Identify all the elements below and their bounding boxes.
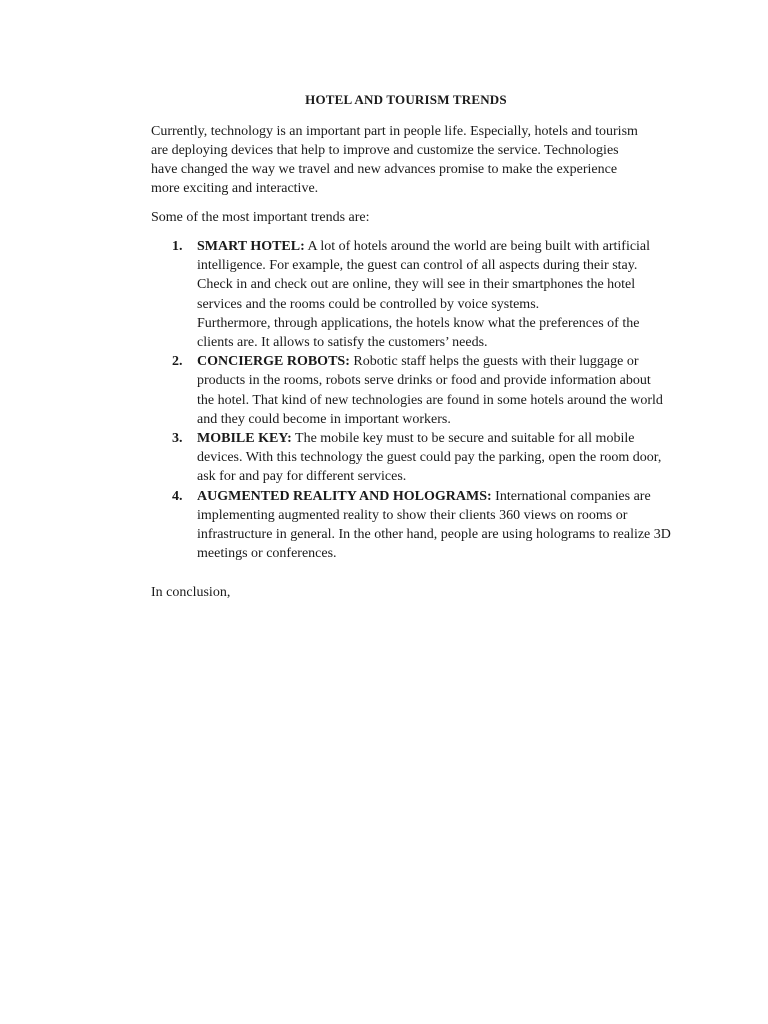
trend-text: A lot of hotels around the world are being built with artificial intelligence. For example, the guest can control of all aspects during their stay. Check in and check out are online, they will see in their smartphones the hotel services and the rooms could be controlled by voice systems. xyxy=(197,239,651,312)
trend-term: CONCIERGE ROBOTS: xyxy=(197,354,350,370)
trend-term: AUGMENTED REALITY AND HOLOGRAMS: xyxy=(197,488,492,504)
trend-extra-text: Furthermore, through applications, the hotels know what the preferences of the clients are. It allows to satisfy the customers’ needs. xyxy=(197,315,640,351)
trend-text: Robotic staff helps the guests with their luggage or products in the rooms, robots serve drinks or food and provide information about the hotel. That kind of new technologies are found in some hotels around the world and they could become in important workers. xyxy=(197,354,663,427)
trend-number: 3. xyxy=(172,431,183,447)
trends-list xyxy=(151,237,671,563)
trends-lead-paragraph: Some of the most important trends are: xyxy=(151,210,370,225)
trend-term: MOBILE KEY: xyxy=(197,431,292,447)
trend-number: 4. xyxy=(172,488,183,504)
trend-number: 2. xyxy=(172,354,183,370)
conclusion-paragraph: In conclusion, xyxy=(151,585,231,600)
page-title: HOTEL AND TOURISM TRENDS xyxy=(305,92,507,107)
trend-item-augmented-reality xyxy=(151,487,671,564)
intro-paragraph: Currently, technology is an important part in people life. Especially, hotels and tourism are deploying devices that help to improve and customize the service. Technologies have changed the way we travel and new advances promise to make the experience more exciting and interactive. xyxy=(151,124,638,196)
trend-text: The mobile key must to be secure and suitable for all mobile devices. With this technology the guest could pay the parking, open the room door, ask for and pay for different services. xyxy=(197,431,662,485)
trend-item-smart-hotel xyxy=(151,237,671,352)
trend-term: SMART HOTEL: xyxy=(197,239,305,254)
trend-item-mobile-key xyxy=(151,429,671,487)
trend-item-concierge-robots xyxy=(151,352,671,429)
trend-text: International companies are implementing augmented reality to show their clients 360 views on rooms or infrastructure in general. In the other hand, people are using holograms to realize 3D meetings or conferences. xyxy=(197,488,671,562)
trend-number: 1. xyxy=(172,239,183,254)
